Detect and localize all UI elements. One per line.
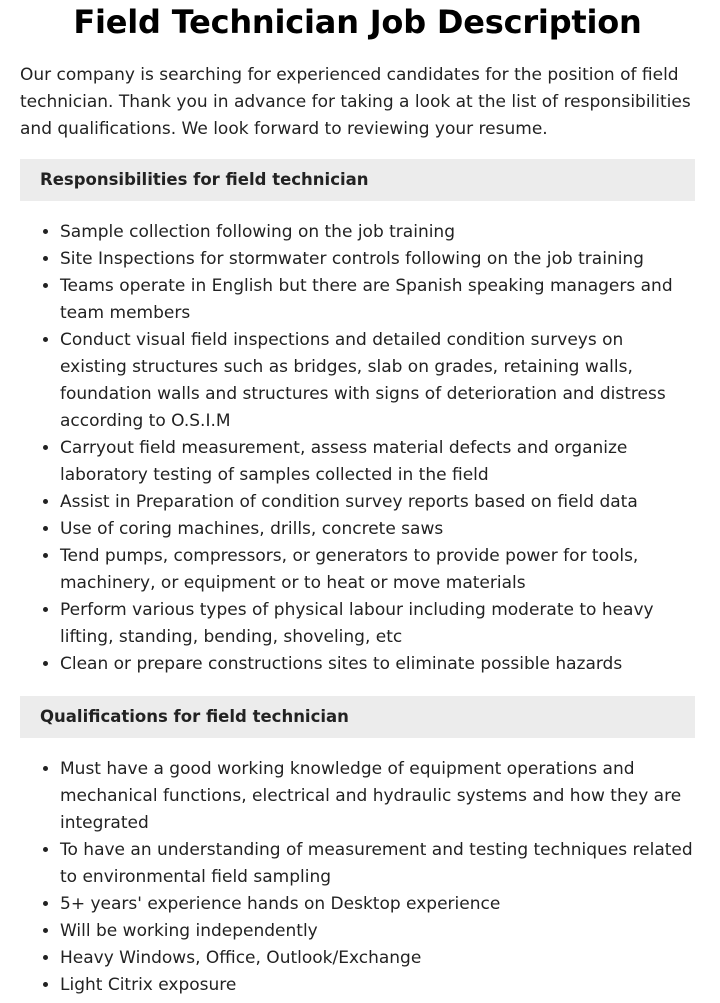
list-item: • Carryout field measurement, assess material defects and organize laboratory testing of samples collected in the field xyxy=(60,435,695,489)
list-item: • Will be working independently xyxy=(60,918,695,945)
list-item: • Teams operate in English but there are Spanish speaking managers and team members xyxy=(60,273,695,327)
list-item: • Conduct visual field inspections and detailed condition surveys on existing structures such as bridges, slab on grades, retaining walls, foundation walls and structures with signs of deterioration and distress according to O.S.I.M xyxy=(60,327,695,435)
responsibilities-list xyxy=(20,219,695,678)
list-item: • Sample collection following on the job training xyxy=(60,219,695,246)
list-item: • Use of coring machines, drills, concrete saws xyxy=(60,516,695,543)
list-item: • Tend pumps, compressors, or generators to provide power for tools, machinery, or equipment or to heat or move materials xyxy=(60,543,695,597)
qualifications-list xyxy=(20,756,695,999)
list-item: • Must have a good working knowledge of equipment operations and mechanical functions, electrical and hydraulic systems and how they are integrated xyxy=(60,756,695,837)
list-item: • Site Inspections for stormwater controls following on the job training xyxy=(60,246,695,273)
page-title: Field Technician Job Description xyxy=(73,3,642,41)
list-item: • Heavy Windows, Office, Outlook/Exchange xyxy=(60,945,695,972)
list-item: • Perform various types of physical labour including moderate to heavy lifting, standing, bending, shoveling, etc xyxy=(60,597,695,651)
list-item: • 5+ years' experience hands on Desktop experience xyxy=(60,891,695,918)
responsibilities-heading: Responsibilities for field technician xyxy=(20,159,695,201)
list-item: • Assist in Preparation of condition survey reports based on field data xyxy=(60,489,695,516)
list-item: • Clean or prepare constructions sites to eliminate possible hazards xyxy=(60,651,695,678)
list-item: • Light Citrix exposure xyxy=(60,972,695,999)
qualifications-heading: Qualifications for field technician xyxy=(20,696,695,738)
intro-paragraph: Our company is searching for experienced candidates for the position of field technician. Thank you in advance for taking a look at the list of responsibilities and qualifications. We look forward to reviewing your resume. xyxy=(20,65,691,139)
list-item: • To have an understanding of measurement and testing techniques related to environmental field sampling xyxy=(60,837,695,891)
